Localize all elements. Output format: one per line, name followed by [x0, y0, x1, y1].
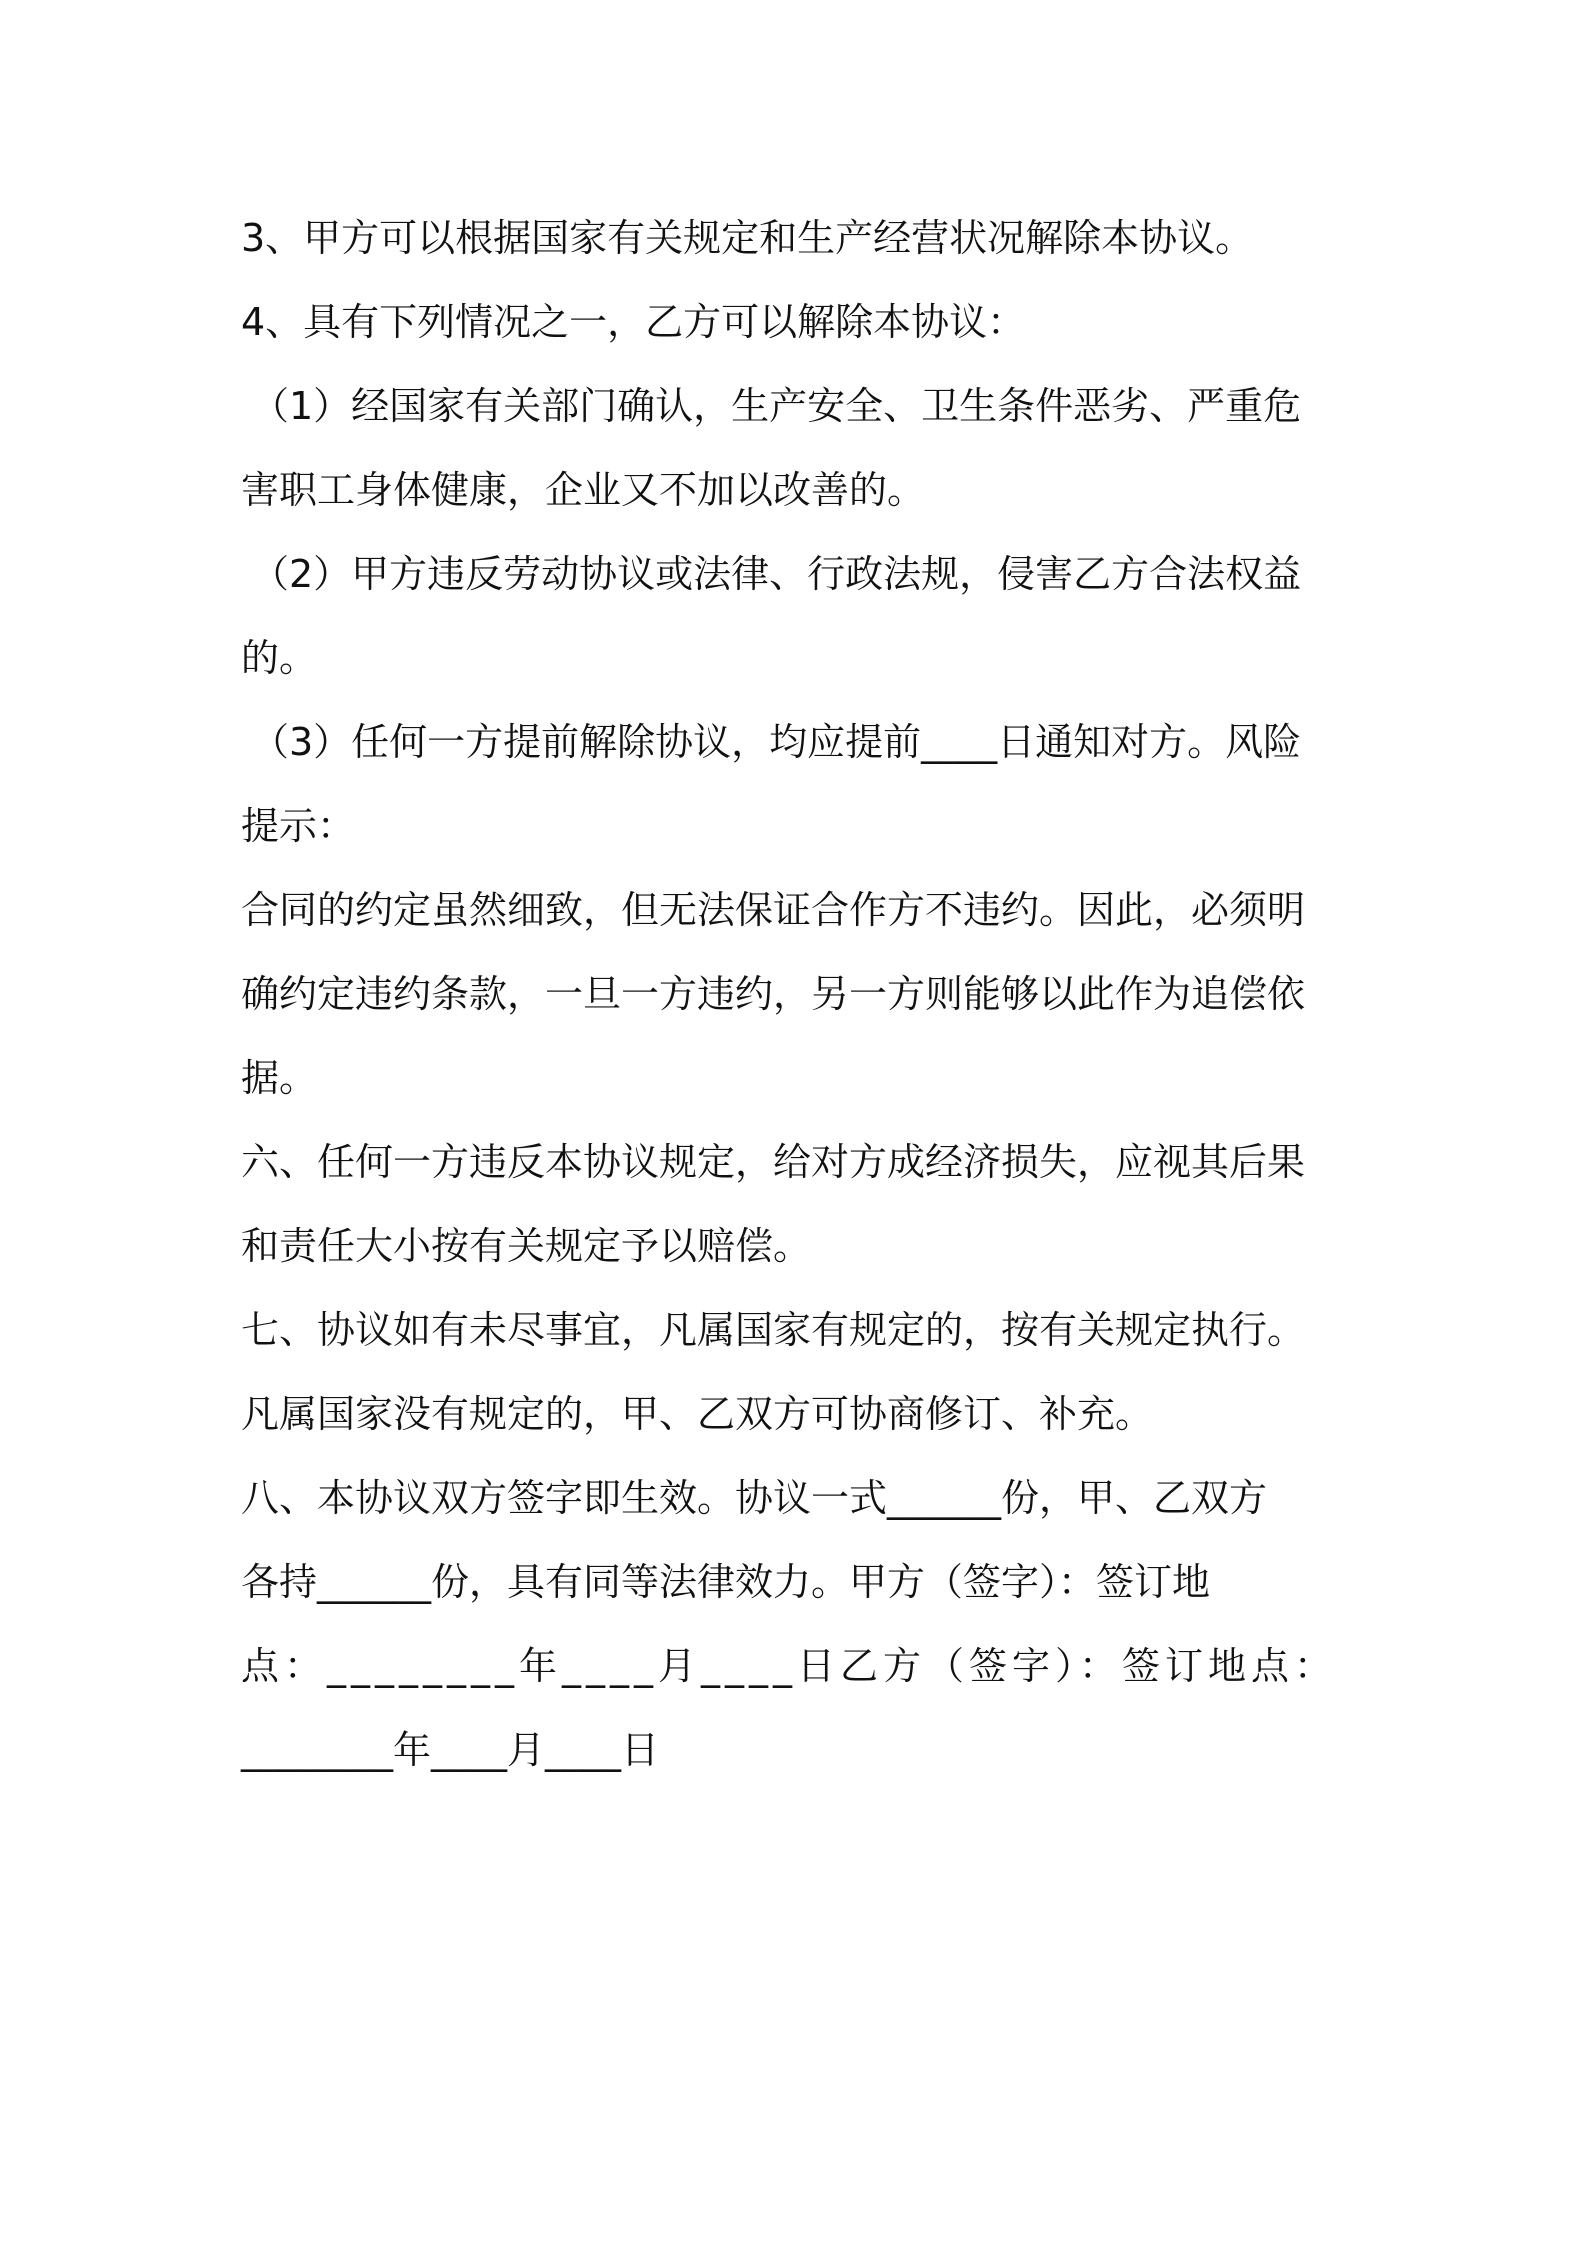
- risk-tip-label: 提示：: [241, 804, 356, 848]
- clause-4-item-2: （2）甲方违反劳动协议或法律、行政法规，侵害乙方合法权益: [251, 552, 1302, 596]
- clause-4: 4、具有下列情况之一，乙方可以解除本协议：: [241, 300, 1026, 344]
- risk-tip-text: 合同的约定虽然细致，但无法保证合作方不违约。因此，必须明: [241, 888, 1306, 932]
- document-body: [241, 196, 1356, 1792]
- clause-six: 六、任何一方违反本协议规定，给对方成经济损失，应视其后果: [241, 1140, 1306, 1184]
- risk-tip-text-end: 据。: [241, 1056, 318, 1100]
- risk-tip-text-cont: 确约定违约条款，一旦一方违约，另一方则能够以此作为追偿依: [241, 972, 1306, 1016]
- clause-eight-cont: 各持______份，具有同等法律效力。甲方（签字）：签订地: [241, 1560, 1211, 1604]
- clause-4-item-1-cont: 害职工身体健康，企业又不加以改善的。: [241, 468, 926, 512]
- clause-six-cont: 和责任大小按有关规定予以赔偿。: [241, 1224, 812, 1268]
- signature-line-1: 点：________年____月____日乙方（签字）：签订地点：: [241, 1644, 1338, 1688]
- clause-seven-cont: 凡属国家没有规定的，甲、乙双方可协商修订、补充。: [241, 1392, 1154, 1436]
- clause-eight: 八、本协议双方签字即生效。协议一式______份，甲、乙双方: [241, 1476, 1268, 1520]
- clause-4-item-2-cont: 的。: [241, 636, 318, 680]
- clause-4-item-1: （1）经国家有关部门确认，生产安全、卫生条件恶劣、严重危: [251, 384, 1302, 428]
- clause-4-item-3: （3）任何一方提前解除协议，均应提前____日通知对方。风险: [251, 720, 1302, 764]
- clause-seven: 七、协议如有未尽事宜，凡属国家有规定的，按有关规定执行。: [241, 1308, 1306, 1352]
- signature-line-2: ________年____月____日: [241, 1728, 660, 1772]
- clause-3: 3、甲方可以根据国家有关规定和生产经营状况解除本协议。: [241, 216, 1254, 260]
